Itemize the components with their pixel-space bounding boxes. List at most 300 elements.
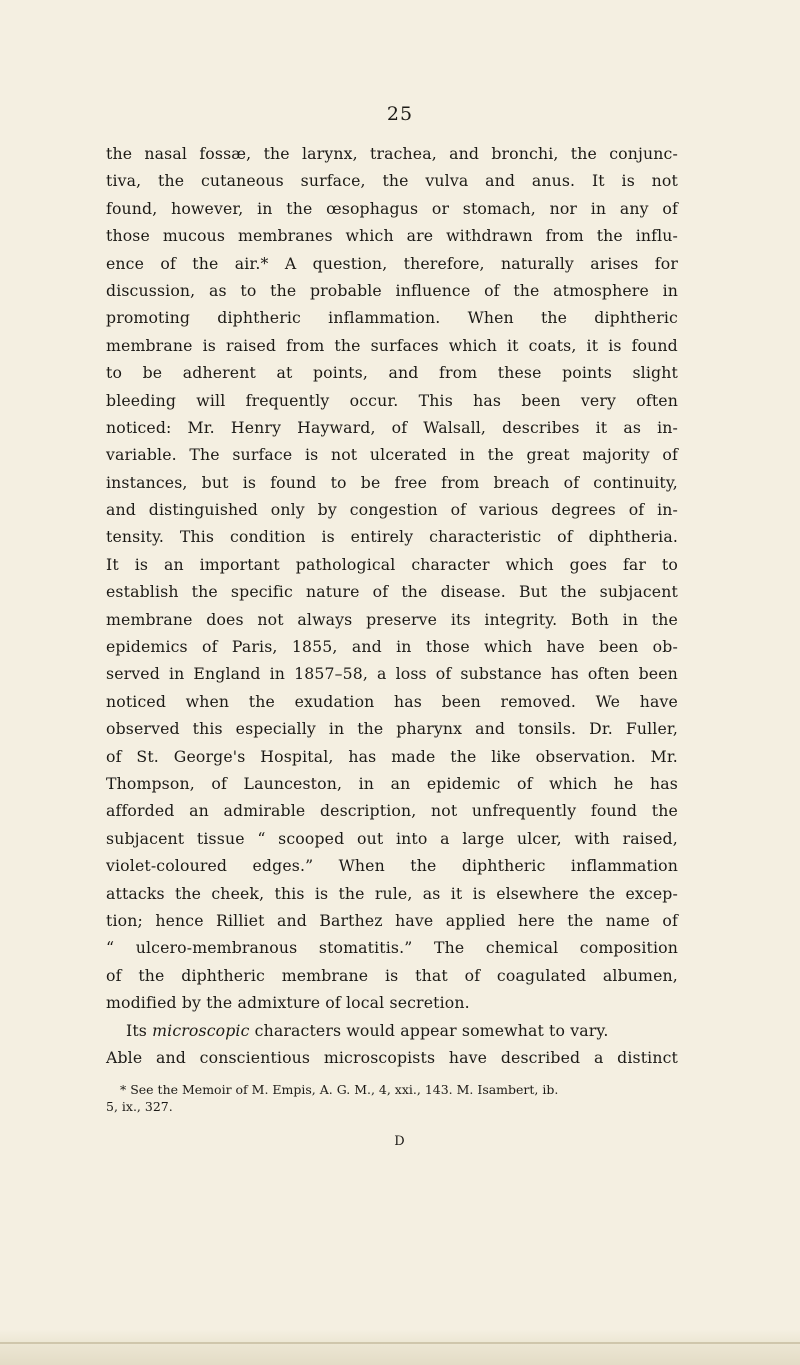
word: afforded <box>106 801 175 821</box>
text-line <box>106 606 678 633</box>
word: stomatitis.” <box>318 938 413 958</box>
word: Barthez <box>319 910 383 930</box>
word: he <box>613 773 634 793</box>
word: A <box>284 253 297 273</box>
word: the <box>560 582 587 602</box>
text-line <box>106 250 678 277</box>
word: the <box>138 965 165 985</box>
word: substance <box>460 664 542 684</box>
word: the <box>596 226 623 246</box>
word: establish <box>106 582 179 602</box>
footnote-line: * See the Memoir of M. Empis, A. G. M., 4, xxi., 143. M. Isambert, ib. <box>120 1082 559 1097</box>
word: a <box>440 828 450 848</box>
word: found, <box>106 198 158 218</box>
word: the <box>401 582 428 602</box>
word: removed. <box>500 691 577 711</box>
word: far <box>622 554 647 574</box>
word: as <box>208 280 227 300</box>
word: in- <box>657 417 678 437</box>
word: When <box>467 308 514 328</box>
word: been <box>638 664 678 684</box>
word: not <box>330 445 358 465</box>
word: and <box>485 171 516 191</box>
word: withdrawn <box>446 226 533 246</box>
word: only <box>270 500 305 520</box>
word: Both <box>570 609 609 629</box>
word: observation. <box>535 746 636 766</box>
line-content <box>126 1017 608 1044</box>
word: points <box>562 363 612 383</box>
word: albumen, <box>602 965 678 985</box>
word: pharynx <box>396 719 463 739</box>
body-text <box>106 140 678 1071</box>
word: of <box>563 472 580 492</box>
word: the <box>357 719 384 739</box>
page-number: 25 <box>386 103 414 125</box>
word: “ <box>106 938 115 958</box>
word: however, <box>171 198 244 218</box>
word: question, <box>312 253 388 273</box>
word: in <box>459 445 475 465</box>
text-line <box>106 880 678 907</box>
text-line <box>106 743 678 770</box>
text-line <box>106 633 678 660</box>
word: Able <box>106 1047 143 1067</box>
word: This <box>418 390 453 410</box>
footnote-line: 5, ix., 327. <box>106 1099 173 1114</box>
word: continuity, <box>593 472 678 492</box>
text-run: characters would appear somewhat to vary. <box>249 1020 609 1040</box>
word: elsewhere <box>496 883 579 903</box>
word: out <box>356 828 384 848</box>
word: like <box>491 746 521 766</box>
word: nature <box>306 582 360 602</box>
word: to <box>661 554 678 574</box>
word: in- <box>657 500 678 520</box>
word: but <box>201 472 229 492</box>
word: condition <box>229 527 306 547</box>
word: of <box>557 527 573 547</box>
word: name <box>605 910 650 930</box>
word: have <box>395 910 434 930</box>
word: of <box>202 637 218 657</box>
word: the <box>540 308 568 328</box>
word: tiva, <box>106 171 142 191</box>
word: at <box>276 363 293 383</box>
word: influ- <box>635 226 678 246</box>
word: the <box>450 746 477 766</box>
word: have <box>448 1047 488 1067</box>
word: surface, <box>300 171 366 191</box>
word: the <box>513 280 540 300</box>
word: which <box>345 226 394 246</box>
word: membrane <box>106 335 193 355</box>
word: as <box>623 417 642 437</box>
word: cheek, <box>211 883 265 903</box>
word: and <box>475 719 506 739</box>
word: Thompson, <box>106 773 195 793</box>
word: in <box>168 664 185 684</box>
word: anus. <box>531 171 576 191</box>
word: described <box>500 1047 581 1067</box>
word: those <box>425 637 470 657</box>
word: when <box>185 691 230 711</box>
word: subjacent <box>106 828 185 848</box>
word: membranes <box>237 226 333 246</box>
word: ence <box>106 253 145 273</box>
word: of <box>450 500 467 520</box>
word: exudation <box>294 691 375 711</box>
word: to <box>106 363 123 383</box>
word: of <box>662 445 678 465</box>
word: the <box>263 144 290 163</box>
text-line <box>106 934 678 961</box>
word: applied <box>445 910 506 930</box>
text-line <box>106 660 678 687</box>
word: to <box>240 280 257 300</box>
word: excep- <box>625 883 678 903</box>
word: Dr. <box>589 719 613 739</box>
word: points, <box>312 363 368 383</box>
word: the <box>174 883 202 903</box>
word: is <box>202 335 216 355</box>
text-line <box>106 1044 678 1071</box>
word: inflammation <box>570 856 678 876</box>
word: coats, <box>528 335 577 355</box>
word: is <box>314 883 329 903</box>
word: It <box>591 171 605 191</box>
word: of <box>628 500 645 520</box>
word: discussion, <box>106 280 196 300</box>
text-line <box>106 852 678 879</box>
word: an <box>163 554 184 574</box>
word: the <box>651 609 678 629</box>
word: in <box>396 637 412 657</box>
word: stomach, <box>462 198 536 218</box>
word: of <box>516 773 533 793</box>
word: tissue <box>196 828 245 848</box>
word: of <box>106 965 122 985</box>
word: with <box>574 828 610 848</box>
word: raised, <box>622 828 678 848</box>
word: of <box>106 746 122 766</box>
word: membrane <box>106 609 193 629</box>
text-run: Its <box>126 1020 153 1040</box>
word: and <box>156 1047 186 1067</box>
word: a <box>593 1047 604 1067</box>
word: œsophagus <box>326 198 419 218</box>
word: conscientious <box>199 1047 311 1067</box>
word: the <box>191 582 218 602</box>
word: surfaces <box>370 335 439 355</box>
word: adherent <box>182 363 256 383</box>
word: which <box>484 637 533 657</box>
word: conjunc- <box>609 144 678 163</box>
word: Paris, <box>231 637 278 657</box>
word: distinguished <box>148 500 258 520</box>
word: the <box>158 171 185 191</box>
word: noticed: <box>106 417 172 437</box>
word: of <box>160 253 176 273</box>
word: the <box>192 253 219 273</box>
word: it <box>586 335 599 355</box>
word: coagulated <box>496 965 587 985</box>
word: a <box>377 664 387 684</box>
word: its <box>450 609 471 629</box>
word: slight <box>632 363 678 383</box>
word: Launceston, <box>243 773 343 793</box>
word: by <box>317 500 337 520</box>
text-line <box>106 523 678 550</box>
word: description, <box>319 801 417 821</box>
word: When <box>338 856 385 876</box>
text-line <box>106 1017 678 1044</box>
word: ulcer, <box>516 828 562 848</box>
word: promoting <box>106 308 191 328</box>
word: inflammation. <box>328 308 441 328</box>
word: We <box>595 691 621 711</box>
word: is <box>321 527 335 547</box>
word: of <box>211 773 227 793</box>
word: larynx, <box>302 144 358 163</box>
word: it <box>450 883 463 903</box>
word: naturally <box>500 253 574 273</box>
word: George's <box>173 746 246 766</box>
word: Mr. <box>187 417 215 437</box>
text-line <box>106 551 678 578</box>
text-line <box>106 825 678 852</box>
text-line <box>106 277 678 304</box>
word: in <box>622 609 639 629</box>
word: in <box>662 280 678 300</box>
word: often <box>587 664 630 684</box>
word: to <box>330 472 347 492</box>
word: always <box>297 609 353 629</box>
word: not <box>651 171 678 191</box>
word: has <box>394 691 422 711</box>
word: have <box>546 637 585 657</box>
word: surface <box>232 445 293 465</box>
word: and <box>388 363 419 383</box>
word: has <box>348 746 377 766</box>
word: from <box>439 363 478 383</box>
word: from <box>545 226 584 246</box>
word: has <box>650 773 678 793</box>
word: specific <box>230 582 293 602</box>
word: occur. <box>349 390 399 410</box>
word: The <box>189 445 220 465</box>
word: has <box>550 664 579 684</box>
word: tion; <box>106 910 143 930</box>
word: and <box>449 144 480 163</box>
word: from <box>441 472 480 492</box>
word: diphtheric <box>594 308 678 328</box>
word: scooped <box>278 828 345 848</box>
word: integrity. <box>484 609 558 629</box>
word: be <box>360 472 381 492</box>
word: frequently <box>245 390 330 410</box>
word: atmosphere <box>553 280 649 300</box>
text-line <box>106 907 678 934</box>
text-line <box>106 962 678 989</box>
word: 1855, <box>291 637 338 657</box>
word: arises <box>590 253 639 273</box>
word: in <box>358 773 375 793</box>
text-line <box>106 195 678 222</box>
word: the <box>410 856 437 876</box>
word: is <box>134 554 149 574</box>
word: degrees <box>551 500 616 520</box>
word: cutaneous <box>200 171 284 191</box>
word: nasal <box>144 144 188 163</box>
word: pathological <box>295 554 396 574</box>
word: air.* <box>234 253 269 273</box>
word: which <box>448 335 497 355</box>
word: as <box>422 883 441 903</box>
word: subjacent <box>599 582 678 602</box>
text-line <box>106 797 678 824</box>
word: been <box>599 637 639 657</box>
word: been <box>441 691 481 711</box>
word: goes <box>569 554 608 574</box>
word: the <box>248 691 275 711</box>
word: loss <box>395 664 427 684</box>
word: rule, <box>374 883 413 903</box>
word: found <box>590 801 638 821</box>
word: entirely <box>350 527 414 547</box>
word: tensity. <box>106 527 165 547</box>
word: served <box>106 664 160 684</box>
word: will <box>196 390 226 410</box>
word: admirable <box>223 801 306 821</box>
word: the <box>567 910 594 930</box>
word: is <box>472 883 486 903</box>
word: and <box>276 910 307 930</box>
word: are <box>406 226 434 246</box>
word: It <box>106 554 119 574</box>
word: it <box>507 335 519 355</box>
word: Mr. <box>650 746 678 766</box>
word: attacks <box>106 883 165 903</box>
word: of <box>484 280 500 300</box>
text-line <box>106 387 678 414</box>
word: chemical <box>485 938 559 958</box>
word: Henry <box>230 417 282 437</box>
word: therefore, <box>403 253 485 273</box>
word: vulva <box>425 171 469 191</box>
word: character <box>411 554 490 574</box>
word: composition <box>579 938 678 958</box>
signature-mark: D <box>394 1134 406 1149</box>
word: epidemics <box>106 637 188 657</box>
word: This <box>179 527 215 547</box>
word: But <box>518 582 548 602</box>
word: distinct <box>617 1047 678 1067</box>
word: here <box>518 910 555 930</box>
word: hence <box>155 910 204 930</box>
word: Hayward, <box>297 417 376 437</box>
word: is <box>385 965 399 985</box>
word: into <box>395 828 428 848</box>
text-line <box>106 167 678 194</box>
word: it <box>595 417 608 437</box>
word: which <box>549 773 598 793</box>
word: the <box>651 801 678 821</box>
word: describes <box>502 417 580 437</box>
word: the <box>487 445 514 465</box>
word: probable <box>309 280 382 300</box>
word: especially <box>235 719 316 739</box>
word: in <box>590 198 607 218</box>
word: noticed <box>106 691 167 711</box>
word: “ <box>257 828 266 848</box>
word: ulcero-membranous <box>135 938 298 958</box>
word: ulcerated <box>369 445 447 465</box>
word: the <box>589 883 616 903</box>
word: majority <box>582 445 650 465</box>
word: diphtheric <box>217 308 301 328</box>
text-line: modified by the admixture of local secretion. <box>106 993 470 1013</box>
word: or <box>431 198 450 218</box>
word: does <box>206 609 244 629</box>
word: of <box>391 417 408 437</box>
word: diphtheria. <box>588 527 678 547</box>
word: made <box>391 746 436 766</box>
word: congestion <box>349 500 438 520</box>
text-line <box>106 359 678 386</box>
word: been <box>521 390 561 410</box>
word: found <box>631 335 678 355</box>
word: found <box>270 472 317 492</box>
word: 1857–58, <box>294 664 368 684</box>
word: fossæ, <box>199 144 252 163</box>
word: the <box>334 335 361 355</box>
word: an <box>189 801 209 821</box>
word: instances, <box>106 472 188 492</box>
text-line <box>106 441 678 468</box>
word: for <box>654 253 678 273</box>
word: the <box>286 198 313 218</box>
text-line <box>106 414 678 441</box>
word: is <box>608 335 622 355</box>
word: raised <box>225 335 277 355</box>
word: bleeding <box>106 390 177 410</box>
word: St. <box>136 746 159 766</box>
text-line <box>106 304 678 331</box>
word: of <box>372 582 389 602</box>
word: the <box>382 171 409 191</box>
text-line <box>106 222 678 249</box>
word: the <box>270 280 297 300</box>
word: variable. <box>106 445 177 465</box>
text-line <box>106 496 678 523</box>
word: Hospital, <box>260 746 334 766</box>
word: large <box>462 828 505 848</box>
word: of <box>435 664 452 684</box>
word: in <box>269 664 286 684</box>
word: the <box>570 144 597 163</box>
word: in <box>328 719 345 739</box>
word: ob- <box>652 637 678 657</box>
word: is <box>621 171 635 191</box>
word: important <box>199 554 280 574</box>
word: Fuller, <box>625 719 678 739</box>
word: has <box>473 390 502 410</box>
text-line <box>106 715 678 742</box>
word: and <box>106 500 136 520</box>
word: and <box>351 637 382 657</box>
word: various <box>479 500 539 520</box>
